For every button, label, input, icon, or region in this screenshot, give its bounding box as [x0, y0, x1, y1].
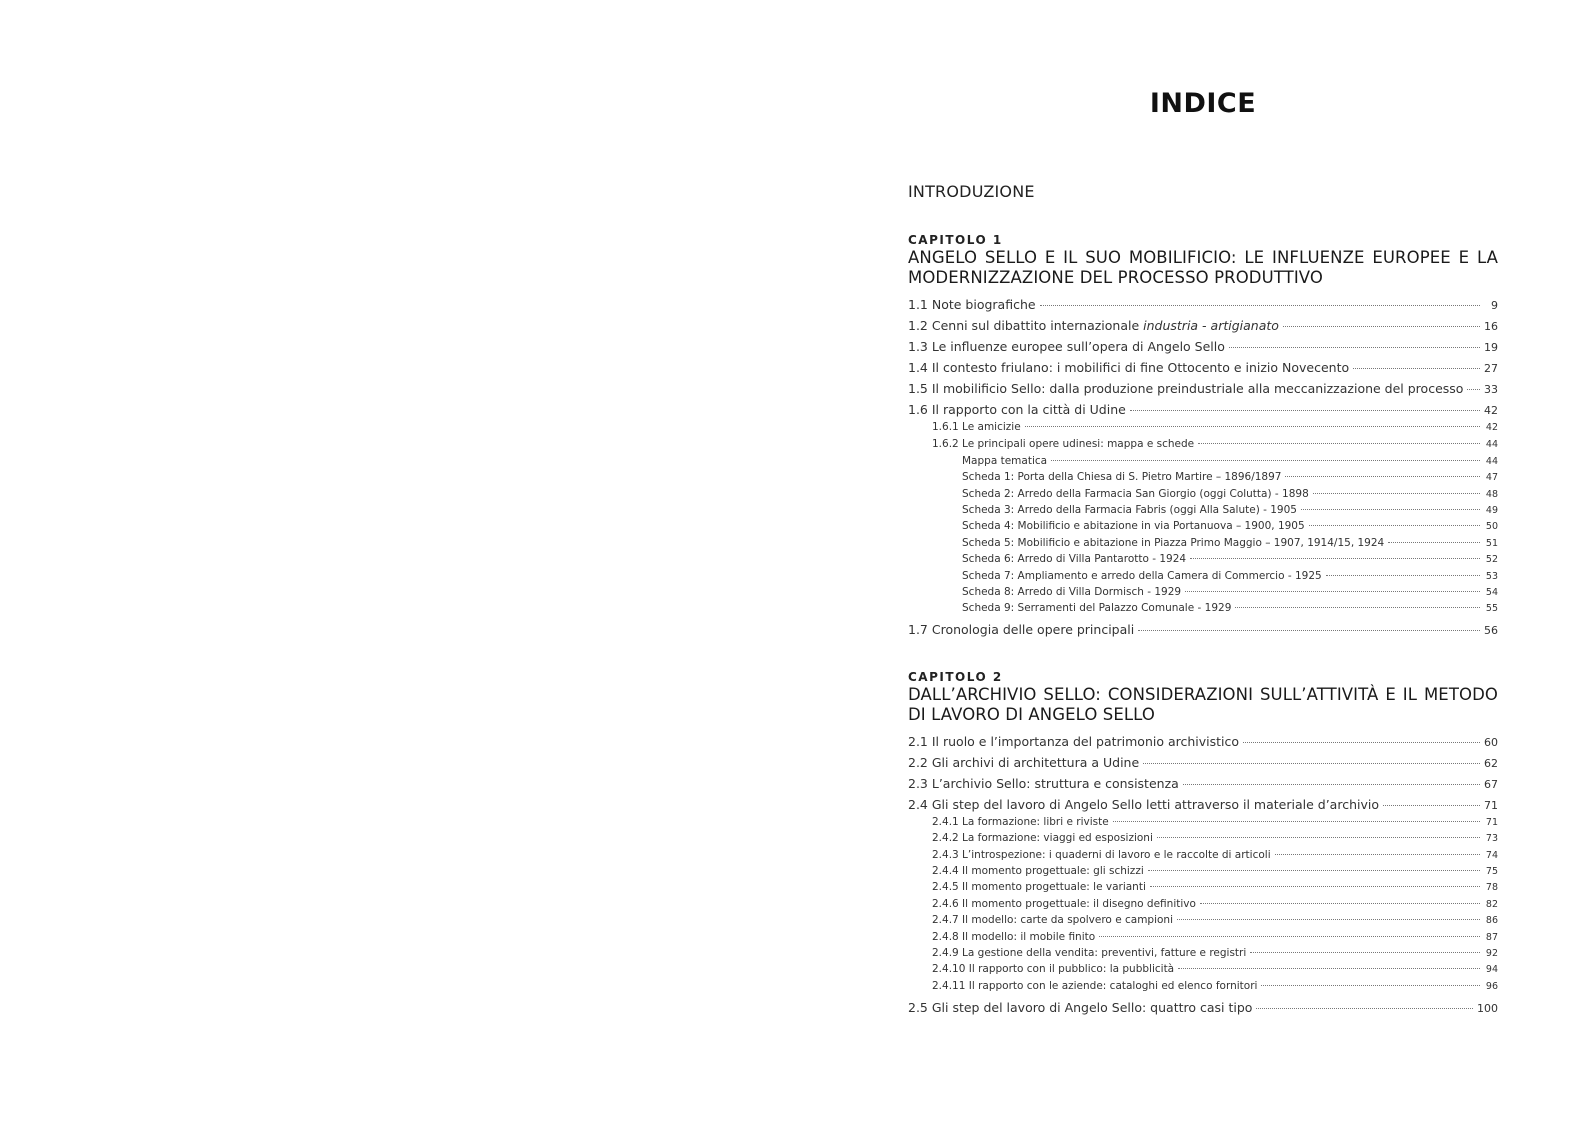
toc-entry-page: 27: [1484, 362, 1498, 375]
toc-entry-page: 44: [1485, 439, 1498, 450]
toc-entry-label: 1.7 Cronologia delle opere principali: [908, 622, 1135, 637]
toc-entry-page: 74: [1485, 850, 1498, 861]
leader-dots: [1190, 558, 1480, 559]
toc-entry-label: 2.4 Gli step del lavoro di Angelo Sello letti attraverso il materiale d’archivio: [908, 797, 1379, 812]
toc-entry-label: 2.4.11 Il rapporto con le aziende: cataloghi ed elenco fornitori: [932, 980, 1258, 992]
leader-dots: [1229, 347, 1480, 348]
toc-entry-label: Scheda 1: Porta della Chiesa di S. Pietro Martire – 1896/1897: [962, 471, 1282, 483]
toc-entry-label: Scheda 2: Arredo della Farmacia San Giorgio (oggi Colutta) - 1898: [962, 488, 1309, 500]
toc-entry-page: 55: [1485, 603, 1498, 614]
toc-entry-label: 2.4.4 Il momento progettuale: gli schizzi: [932, 865, 1144, 877]
toc-entry-label: Mappa tematica: [962, 455, 1048, 467]
toc-subentry[interactable]: [932, 438, 1498, 450]
toc-entry-label: 1.1 Note biografiche: [908, 297, 1036, 312]
toc-entry[interactable]: [908, 381, 1498, 396]
leader-dots: [1185, 591, 1480, 592]
leader-dots: [1148, 870, 1480, 871]
toc-entry-emphasis: industria - artigianato: [1143, 318, 1279, 333]
leader-dots: [1353, 368, 1480, 369]
toc-entry[interactable]: [908, 360, 1498, 375]
toc-subsubentry[interactable]: [962, 488, 1498, 500]
toc-entry-label: 1.2 Cenni sul dibattito internazionale industria - artigianato: [908, 318, 1279, 333]
toc-entry-page: 71: [1484, 799, 1498, 812]
leader-dots: [1283, 326, 1480, 327]
toc-entry-label: Scheda 6: Arredo di Villa Pantarotto - 1924: [962, 553, 1187, 565]
toc-subentry[interactable]: [932, 881, 1498, 893]
toc-subentry[interactable]: [932, 832, 1498, 844]
toc-entry[interactable]: [908, 797, 1498, 812]
toc-entry[interactable]: [908, 1000, 1498, 1015]
toc-entry-label: 2.4.9 La gestione della vendita: preventivi, fatture e registri: [932, 947, 1247, 959]
toc-entry-page: 33: [1484, 383, 1498, 396]
toc-entry-page: 9: [1491, 299, 1498, 312]
leader-dots: [1157, 837, 1480, 838]
toc-entry-page: 19: [1484, 341, 1498, 354]
leader-dots: [1383, 805, 1480, 806]
toc-subentry[interactable]: [932, 947, 1498, 959]
toc-entry-label: Scheda 5: Mobilificio e abitazione in Piazza Primo Maggio – 1907, 1914/15, 1924: [962, 537, 1385, 549]
toc-entry-label: 1.5 Il mobilificio Sello: dalla produzione preindustriale alla meccanizzazione del processo: [908, 381, 1464, 396]
toc-entry-page: 16: [1484, 320, 1498, 333]
leader-dots: [1200, 903, 1480, 904]
toc-entry-label: 1.4 Il contesto friulano: i mobilifici di fine Ottocento e inizio Novecento: [908, 360, 1350, 375]
toc-entry-label: 2.1 Il ruolo e l’importanza del patrimonio archivistico: [908, 734, 1240, 749]
toc-subentry[interactable]: [932, 849, 1498, 861]
toc-entry-label: 2.5 Gli step del lavoro di Angelo Sello: quattro casi tipo: [908, 1000, 1253, 1015]
toc-entry-label: Scheda 4: Mobilificio e abitazione in via Portanuova – 1900, 1905: [962, 520, 1305, 532]
toc-subsubentry[interactable]: [962, 553, 1498, 565]
toc-entry-label: 2.4.7 Il modello: carte da spolvero e campioni: [932, 914, 1174, 926]
toc-entry-label: 2.4.8 Il modello: il mobile finito: [932, 931, 1096, 943]
leader-dots: [1313, 493, 1480, 494]
toc-subsubentry[interactable]: [962, 455, 1498, 467]
toc-entry-label: 2.2 Gli archivi di architettura a Udine: [908, 755, 1140, 770]
toc-entry[interactable]: [908, 622, 1498, 637]
leader-dots: [1243, 742, 1480, 743]
toc-entry[interactable]: [908, 318, 1498, 333]
toc-entry-label: 2.4.10 Il rapporto con il pubblico: la pubblicità: [932, 963, 1175, 975]
toc-subsubentry[interactable]: [962, 602, 1498, 614]
toc-subentry[interactable]: [932, 914, 1498, 926]
leader-dots: [1275, 854, 1480, 855]
toc-entry[interactable]: [908, 776, 1498, 791]
toc-entry-label: Scheda 8: Arredo di Villa Dormisch - 1929: [962, 586, 1182, 598]
toc-subsubentry[interactable]: [962, 471, 1498, 483]
chapter-2-label: CAPITOLO 2: [908, 670, 1003, 684]
chapter-1-label: CAPITOLO 1: [908, 233, 1003, 247]
leader-dots: [1467, 389, 1480, 390]
toc-entry-page: 92: [1485, 948, 1498, 959]
toc-entry-page: 52: [1485, 554, 1498, 565]
toc-entry-page: 67: [1484, 778, 1498, 791]
chapter-1-title: ANGELO SELLO E IL SUO MOBILIFICIO: LE INFLUENZE EUROPEE E LA MODERNIZZAZIONE DEL PROCESSO PRODUTTIVO: [908, 248, 1498, 287]
leader-dots: [1326, 575, 1480, 576]
toc-entry-page: 49: [1485, 505, 1498, 516]
toc-entry-page: 94: [1485, 964, 1498, 975]
toc-subentry[interactable]: [932, 963, 1498, 975]
toc-subentry[interactable]: [932, 865, 1498, 877]
toc-entry[interactable]: [908, 402, 1498, 417]
toc-entry-page: 54: [1485, 587, 1498, 598]
toc-entry-label: 2.4.6 Il momento progettuale: il disegno definitivo: [932, 898, 1196, 910]
toc-entry-page: 73: [1485, 833, 1498, 844]
leader-dots: [1099, 936, 1480, 937]
leader-dots: [1183, 784, 1480, 785]
toc-subentry[interactable]: [932, 898, 1498, 910]
toc-entry-label: 1.6 Il rapporto con la città di Udine: [908, 402, 1126, 417]
toc-entry-label: Scheda 7: Ampliamento e arredo della Camera di Commercio - 1925: [962, 570, 1322, 582]
toc-entry-page: 60: [1484, 736, 1498, 749]
leader-dots: [1261, 985, 1480, 986]
toc-entry-label: 2.3 L’archivio Sello: struttura e consistenza: [908, 776, 1179, 791]
leader-dots: [1040, 305, 1480, 306]
toc-subentry[interactable]: [932, 816, 1498, 828]
leader-dots: [1143, 763, 1480, 764]
leader-dots: [1178, 968, 1480, 969]
toc-entry[interactable]: [908, 734, 1498, 749]
leader-dots: [1051, 460, 1480, 461]
toc-entry-page: 96: [1485, 981, 1498, 992]
toc-entry-label: 2.4.5 Il momento progettuale: le varianti: [932, 881, 1146, 893]
toc-entry-page: 53: [1485, 571, 1498, 582]
toc-subentry[interactable]: [932, 421, 1498, 433]
toc-entry-page: 86: [1485, 915, 1498, 926]
toc-subsubentry[interactable]: [962, 537, 1498, 549]
toc-entry-page: 56: [1484, 624, 1498, 637]
leader-dots: [1177, 919, 1480, 920]
toc-entry-page: 87: [1485, 932, 1498, 943]
toc-entry-page: 100: [1477, 1002, 1498, 1015]
toc-entry-page: 78: [1485, 882, 1498, 893]
leader-dots: [1256, 1008, 1473, 1009]
leader-dots: [1301, 509, 1480, 510]
leader-dots: [1025, 426, 1480, 427]
leader-dots: [1309, 525, 1480, 526]
toc-entry-label: 1.6.1 Le amicizie: [932, 421, 1021, 433]
toc-subentry[interactable]: [932, 980, 1498, 992]
toc-entry-page: 42: [1485, 422, 1498, 433]
toc-entry[interactable]: [908, 755, 1498, 770]
leader-dots: [1198, 443, 1480, 444]
toc-entry-page: 50: [1485, 521, 1498, 532]
toc-entry-label: 2.4.1 La formazione: libri e riviste: [932, 816, 1109, 828]
toc-subsubentry[interactable]: [962, 504, 1498, 516]
leader-dots: [1130, 410, 1480, 411]
toc-entry-label: Scheda 3: Arredo della Farmacia Fabris (oggi Alla Salute) - 1905: [962, 504, 1297, 516]
leader-dots: [1150, 886, 1480, 887]
toc-entry-label: 2.4.3 L’introspezione: i quaderni di lavoro e le raccolte di articoli: [932, 849, 1271, 861]
toc-subsubentry[interactable]: [962, 586, 1498, 598]
page-title: INDICE: [1149, 88, 1257, 119]
toc-subsubentry[interactable]: [962, 570, 1498, 582]
toc-subentry[interactable]: [932, 931, 1498, 943]
leader-dots: [1250, 952, 1480, 953]
toc-entry-label: 1.3 Le influenze europee sull’opera di Angelo Sello: [908, 339, 1225, 354]
leader-dots: [1138, 630, 1480, 631]
toc-entry[interactable]: [908, 297, 1498, 312]
toc-entry-page: 42: [1484, 404, 1498, 417]
toc-entry-label: 2.4.2 La formazione: viaggi ed esposizioni: [932, 832, 1153, 844]
chapter-2-title: DALL’ARCHIVIO SELLO: CONSIDERAZIONI SULL’ATTIVITÀ E IL METODO DI LAVORO DI ANGELO SELLO: [908, 685, 1498, 724]
toc-entry-page: 44: [1485, 456, 1498, 467]
toc-entry-page: 82: [1485, 899, 1498, 910]
toc-entry-label: 1.6.2 Le principali opere udinesi: mappa e schede: [932, 438, 1195, 450]
toc-entry-page: 51: [1485, 538, 1498, 549]
leader-dots: [1235, 607, 1480, 608]
leader-dots: [1388, 542, 1480, 543]
toc-entry-page: 62: [1484, 757, 1498, 770]
toc-entry-label: Scheda 9: Serramenti del Palazzo Comunale - 1929: [962, 602, 1232, 614]
introduction-heading: INTRODUZIONE: [908, 182, 1035, 201]
toc-subsubentry[interactable]: [962, 520, 1498, 532]
toc-entry-page: 48: [1485, 489, 1498, 500]
toc-entry[interactable]: [908, 339, 1498, 354]
leader-dots: [1285, 476, 1480, 477]
toc-entry-page: 71: [1485, 817, 1498, 828]
leader-dots: [1113, 821, 1480, 822]
toc-entry-page: 75: [1485, 866, 1498, 877]
toc-entry-page: 47: [1485, 472, 1498, 483]
